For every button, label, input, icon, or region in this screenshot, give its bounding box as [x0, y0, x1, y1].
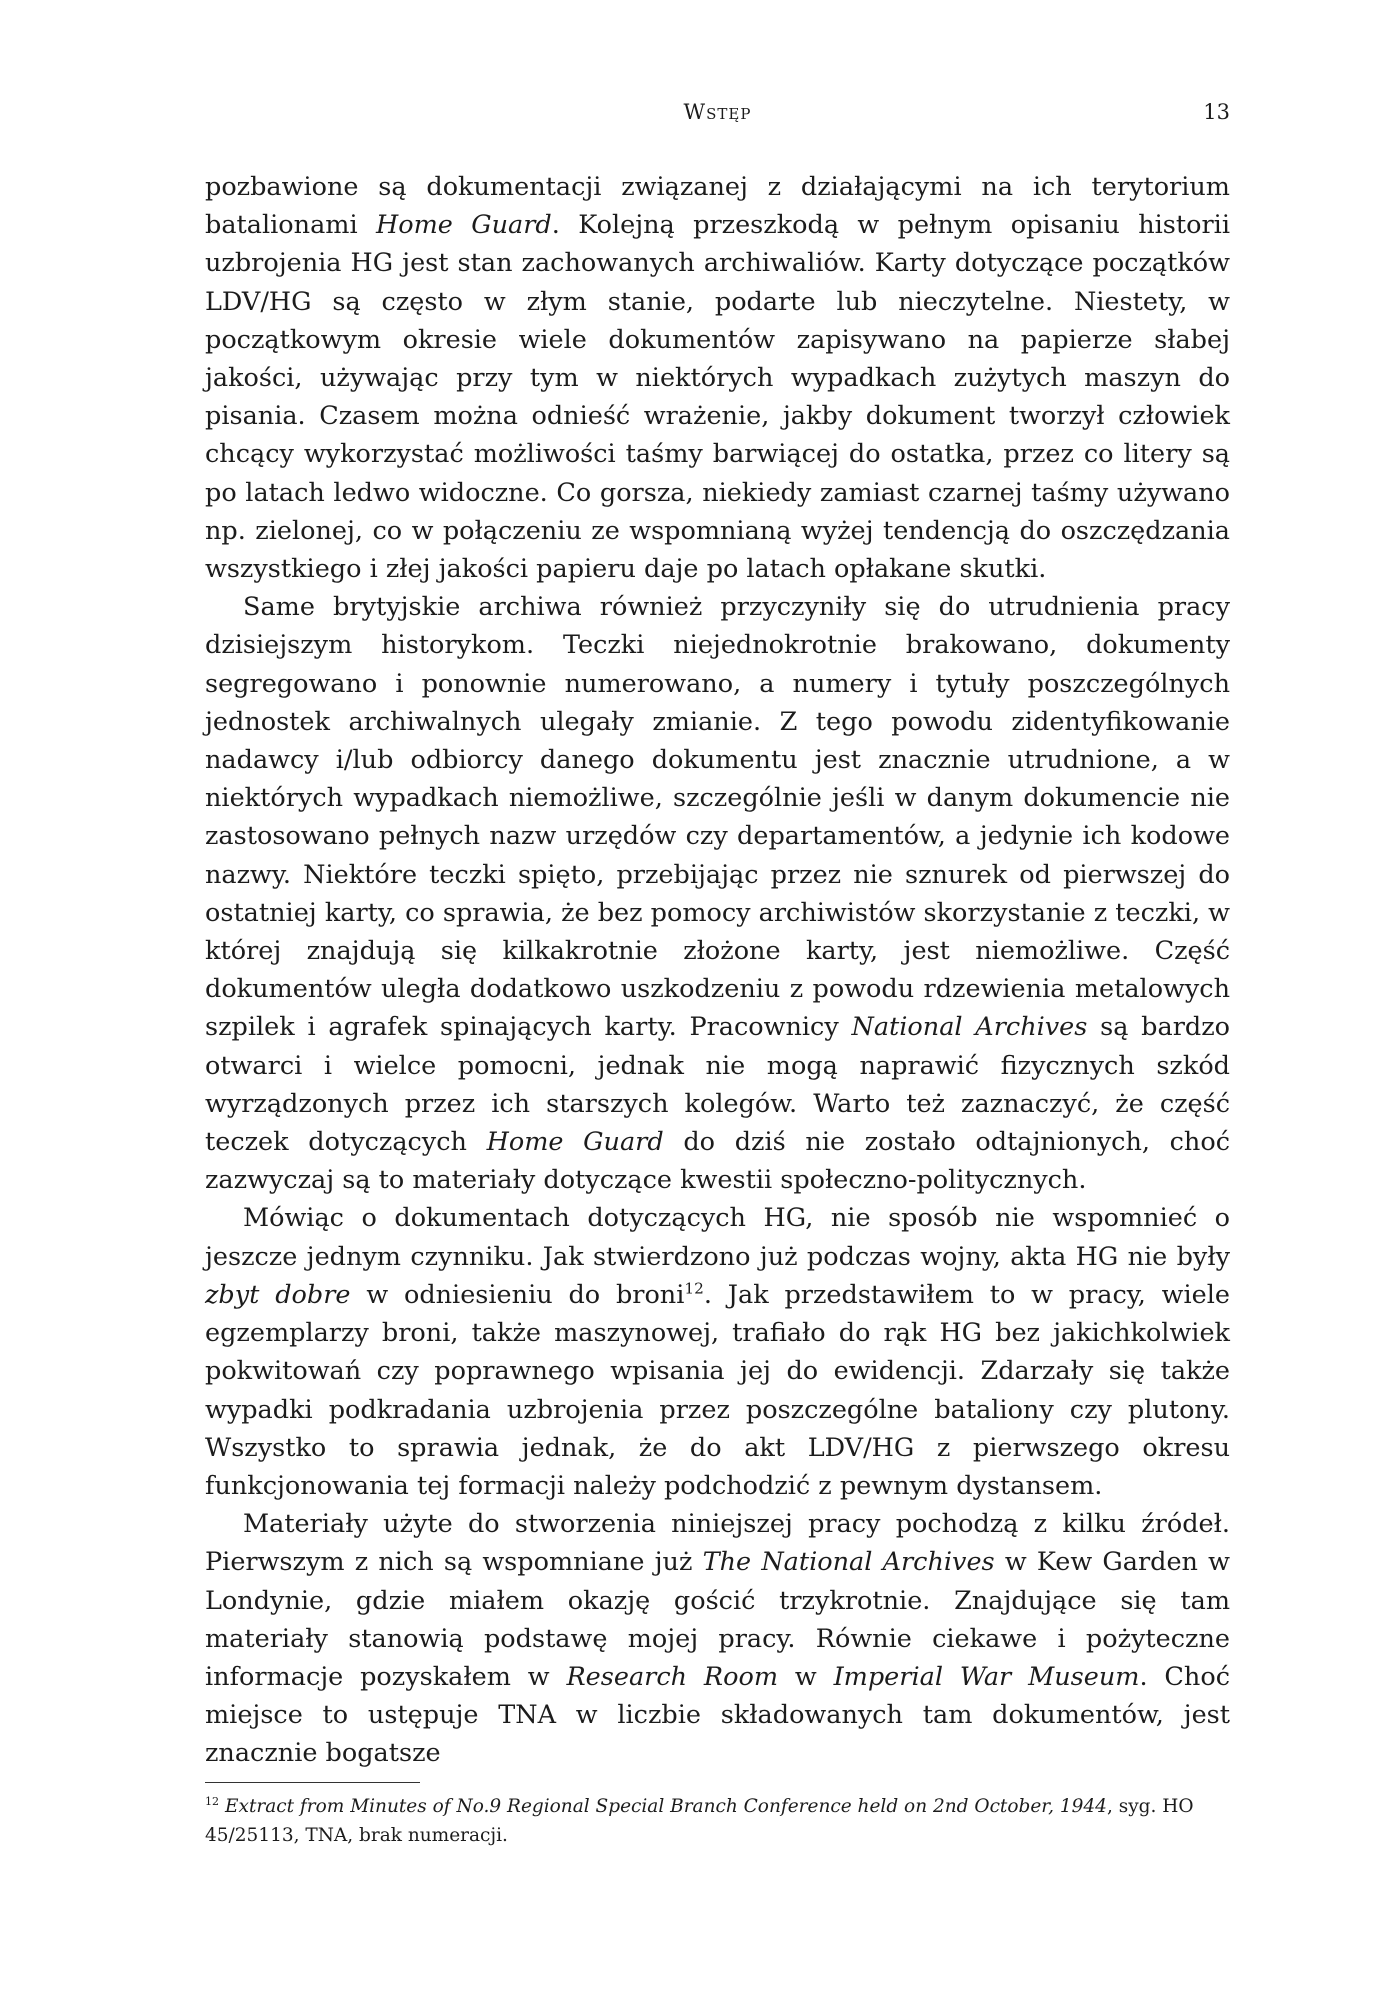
paragraph-1 — [205, 168, 1230, 588]
text-run: . Kolejną przeszkodą w pełnym opisaniu historii uzbrojenia HG jest stan zachowanych archiwaliów. Karty dotyczące początków LDV/HG są często w złym stanie, podarte lub nieczytelne. Niestety, w początkowym okresie wiele dokumentów zapisywano na papierze słabej jakości, używając przy tym w niektórych wypadkach zużytych maszyn do pisania. Czasem można odnieść wrażenie, jakby dokument tworzył człowiek chcący wykorzystać możliwości taśmy barwiącej do ostatka, przez co litery są po latach ledwo widoczne. Co gorsza, niekiedy zamiast czarnej taśmy używano np. zielonej, co w połączeniu ze wspomnianą wyżej tendencją do oszczędzania wszystkiego i złej jakości papieru daje po latach opłakane skutki. — [205, 210, 1230, 585]
text-run: Materiały użyte do stworzenia niniejszej pracy pochodzą z kilku źródeł. Pierwszym z nich są wspomniane już — [205, 1509, 1230, 1578]
text-run: są bardzo otwarci i wielce pomocni, jednak nie mogą naprawić fizycznych szkód wyrządzonych przez ich starszych kolegów. Warto też zaznaczyć, że część teczek dotyczących — [205, 1012, 1230, 1158]
italic-phrase: Home Guard — [376, 210, 552, 241]
page-number: 13 — [1203, 100, 1230, 124]
footnote-reference: 12 — [684, 1279, 704, 1298]
text-run: do dziś nie zostało odtajnionych, choć zazwyczaj są to materiały dotyczące kwestii społeczno-politycznych. — [205, 1127, 1230, 1196]
text-run: . Choć miejsce to ustępuje TNA w liczbie składowanych tam dokumentów, jest znacznie bogatsze — [205, 1661, 1230, 1769]
running-title: Wstęp — [683, 100, 752, 124]
text-run: w Kew Garden w Londynie, gdzie miałem okazję gościć trzykrotnie. Znajdujące się tam materiały stanowią podstawę mojej pracy. Równie ciekawe i pożyteczne informacje pozyskałem w — [205, 1547, 1230, 1692]
footnote-12 — [205, 1792, 1230, 1850]
body-text — [205, 168, 1230, 1773]
italic-phrase: zbyt dobre — [205, 1279, 351, 1310]
footnote-divider — [205, 1782, 420, 1783]
paragraph-4 — [205, 1505, 1230, 1772]
paragraph-3 — [205, 1199, 1230, 1505]
italic-phrase: The National Archives — [702, 1547, 995, 1578]
running-head — [205, 100, 1230, 136]
paragraph-2 — [205, 588, 1230, 1199]
footnote-source-details: , syg. HO 45/25113, TNA, brak numeracji. — [205, 1796, 1194, 1846]
italic-phrase: National Archives — [851, 1012, 1088, 1043]
text-run: Mówiąc o dokumentach dotyczących HG, nie sposób nie wspomnieć o jeszcze jednym czynniku. Jak stwierdzono już podczas wojny, akta HG nie były — [205, 1203, 1230, 1272]
italic-phrase: Research Room — [566, 1661, 779, 1692]
text-run: . Jak przedstawiłem to w pracy, wiele egzemplarzy broni, także maszynowej, trafiało do rąk HG bez jakichkolwiek pokwitowań czy poprawnego wpisania jej do ewidencji. Zdarzały się także wypadki podkradania uzbrojenia przez poszczególne bataliony czy plutony. Wszystko to sprawia jednak, że do akt LDV/HG z pierwszego okresu funkcjonowania tej formacji należy podchodzić z pewnym dystansem. — [205, 1279, 1230, 1501]
italic-phrase: Home Guard — [486, 1127, 664, 1158]
footnote-source-title: Extract from Minutes of No.9 Regional Special Branch Conference held on 2nd October, 1944 — [225, 1796, 1107, 1817]
text-run: pozbawione są dokumentacji związanej z działającymi na ich terytorium batalionami — [205, 172, 1230, 241]
text-run: w odniesieniu do broni — [350, 1279, 685, 1310]
footnote-marker: 12 — [205, 1794, 220, 1808]
text-run: Same brytyjskie archiwa również przyczyniły się do utrudnienia pracy dzisiejszym historykom. Teczki niejednokrotnie brakowano, dokumenty segregowano i ponownie numerowano, a numery i tytuły poszczególnych jednostek archiwalnych ulegały zmianie. Z tego powodu zidentyfikowanie nadawcy i/lub odbiorcy danego dokumentu jest znacznie utrudnione, a w niektórych wypadkach niemożliwe, szczególnie jeśli w danym dokumencie nie zastosowano pełnych nazw urzędów czy departamentów, a jedynie ich kodowe nazwy. Niektóre teczki spięto, przebijając przez nie sznurek od pierwszej do ostatniej karty, co sprawia, że bez pomocy archiwistów skorzystanie z teczki, w której znajdują się kilkakrotnie złożone karty, jest niemożliwe. Część dokumentów uległa dodatkowo uszkodzeniu z powodu rdzewienia metalowych szpilek i agrafek spinających karty. Pracownicy — [205, 592, 1230, 1043]
text-run: w — [778, 1661, 834, 1692]
italic-phrase: Imperial War Museum — [833, 1661, 1140, 1692]
